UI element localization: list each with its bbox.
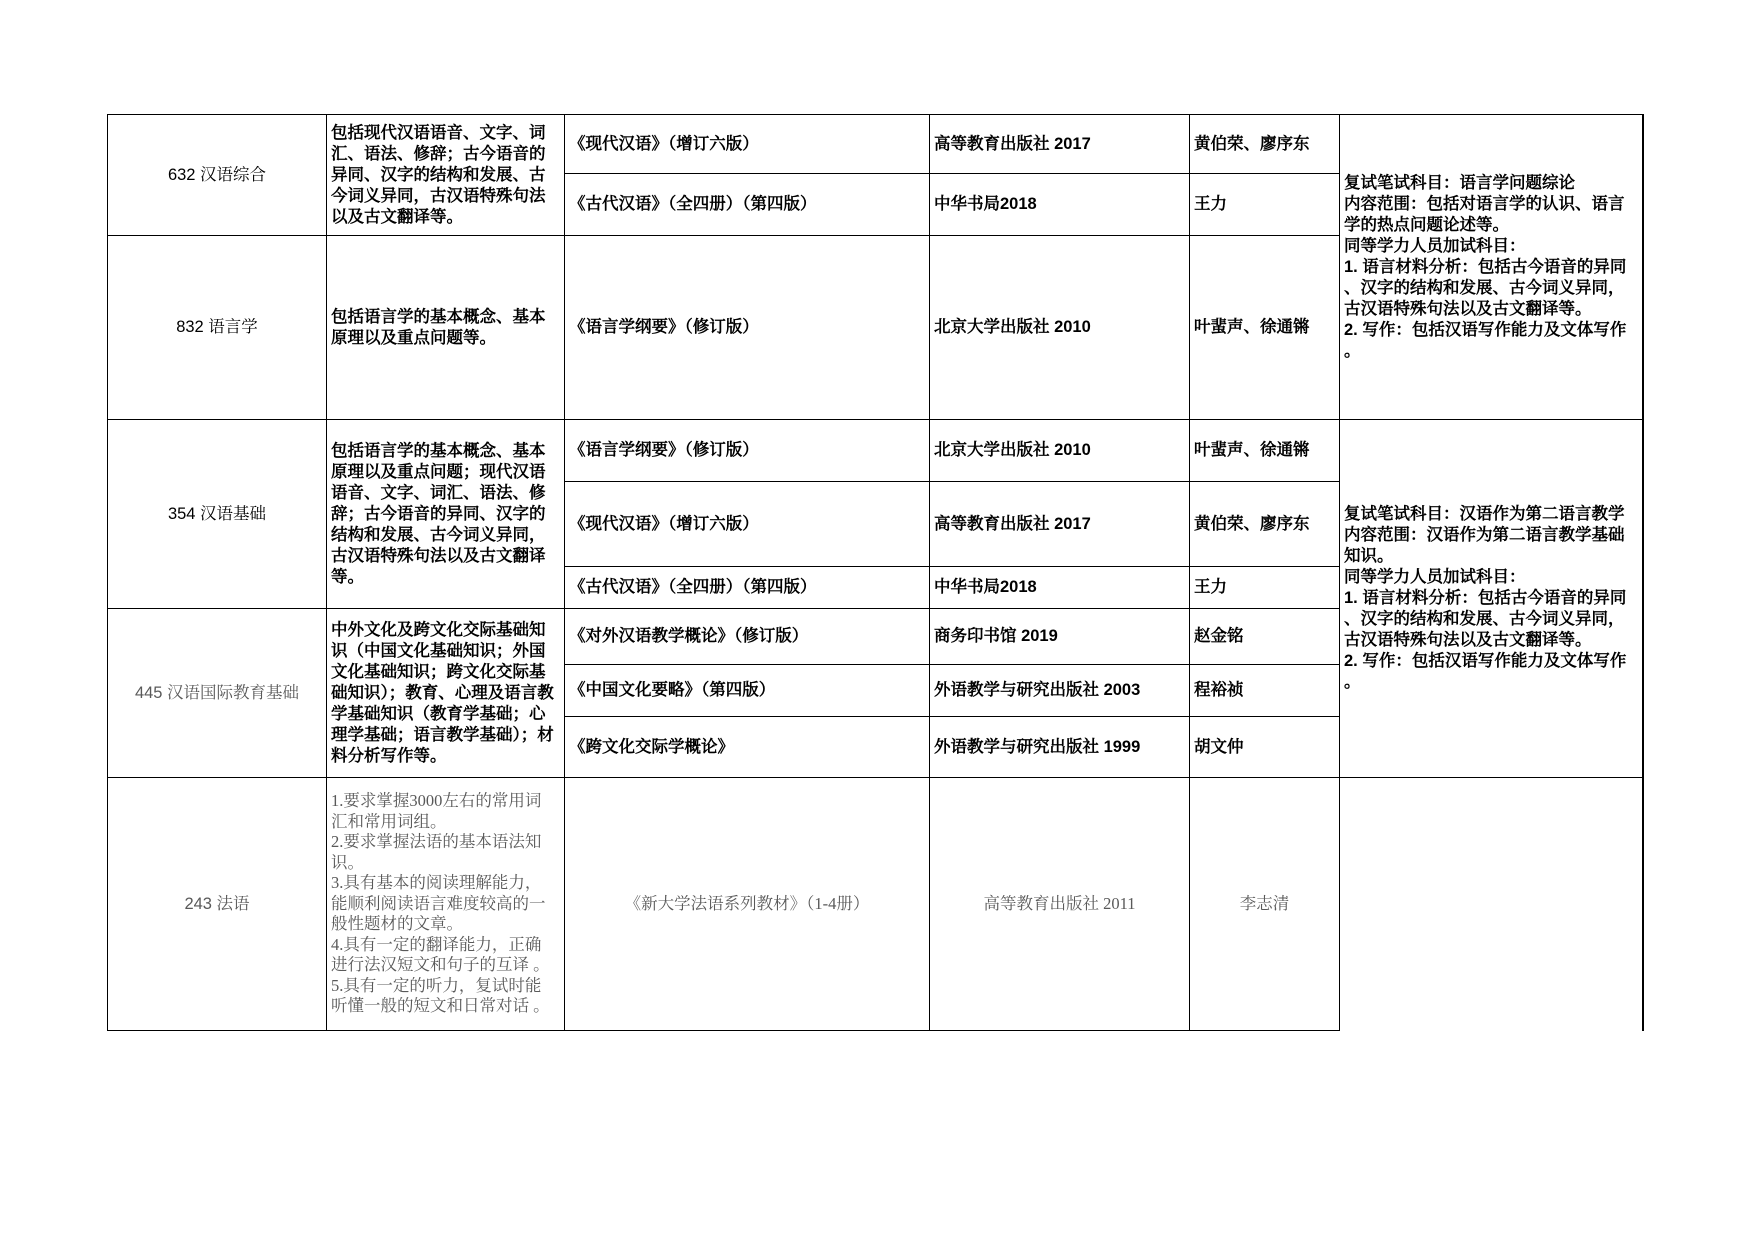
book-publisher: 外语教学与研究出版社 1999 [934, 737, 1141, 756]
book-publisher-cell [930, 174, 1190, 236]
scope-cell-632 [327, 115, 565, 236]
subject-code-name: 632 汉语综合 [167, 165, 267, 184]
book-publisher: 商务印书馆 2019 [934, 627, 1058, 645]
book-title: 《现代汉语》（增订六版） [569, 134, 759, 153]
book-title-cell [565, 717, 930, 778]
book-author: 黄伯荣、廖序东 [1194, 134, 1310, 153]
book-author-cell [1190, 482, 1340, 567]
book-author: 叶蜚声、徐通锵 [1194, 441, 1310, 459]
scope-cell-354 [327, 420, 565, 609]
subject-cell-243 [108, 778, 327, 1031]
scope-item: 2.要求掌握法语的基本语法知识。 [331, 832, 542, 872]
subject-cell-832 [108, 236, 327, 420]
book-title: 《古代汉语》（全四册）（第四版） [569, 195, 817, 213]
book-publisher: 北京大学出版社 2010 [934, 318, 1091, 336]
book-title-cell [565, 778, 930, 1031]
scope-text: 包括语言学的基本概念、基本原理以及重点问题；现代汉语语音、文字、词汇、语法、修辞；古今语音的异同、汉字的结构和发展、古今词义异同，古汉语特殊句法以及古文翻译等。 [331, 441, 546, 586]
book-publisher: 中华书局2018 [934, 578, 1037, 596]
subject-code-name: 354 汉语基础 [167, 504, 267, 523]
extra-exam-item: 1. 语言材料分析：包括古今语音的异同、汉字的结构和发展、古今词义异同，古汉语特殊句法以及古文翻译等。 [1344, 589, 1627, 649]
book-title-cell [565, 482, 930, 567]
subject-code-name: 243 法语 [184, 894, 250, 913]
book-publisher-cell [930, 420, 1190, 482]
book-title: 《对外汉语教学概论》（修订版） [569, 627, 809, 645]
book-title-cell [565, 236, 930, 420]
book-title: 《语言学纲要》（修订版） [569, 441, 759, 459]
equivalent-extra-exam-heading: 同等学力人员加试科目： [1344, 236, 1526, 255]
book-author: 李志清 [1239, 893, 1290, 913]
book-author-cell [1190, 174, 1340, 236]
book-author-cell [1190, 778, 1340, 1031]
book-author: 叶蜚声、徐通锵 [1194, 318, 1310, 336]
retest-content-scope: 内容范围：汉语作为第二语言教学基础知识。 [1344, 526, 1625, 565]
retest-note-cell [1340, 420, 1644, 778]
book-author-cell [1190, 665, 1340, 717]
book-publisher-cell [930, 482, 1190, 567]
scope-cell-832 [327, 236, 565, 420]
subject-cell-445 [108, 609, 327, 778]
book-author: 赵金铭 [1194, 627, 1244, 645]
extra-exam-item: 2. 写作：包括汉语写作能力及文体写作。 [1344, 652, 1627, 691]
scope-text: 中外文化及跨文化交际基础知识（中国文化基础知识；外国文化基础知识；跨文化交际基础知识）；教育、心理及语言教学基础知识（教育学基础；心理学基础；语言教学基础）；材料分析写作等。 [331, 620, 554, 765]
book-title-cell [565, 174, 930, 236]
extra-exam-item: 2. 写作：包括汉语写作能力及文体写作。 [1344, 320, 1627, 360]
book-title-cell [565, 609, 930, 665]
book-publisher: 高等教育出版社 2011 [983, 893, 1136, 913]
subject-code-name: 832 语言学 [176, 318, 258, 336]
book-title-cell [565, 665, 930, 717]
scope-cell-445 [327, 609, 565, 778]
book-author-cell [1190, 420, 1340, 482]
book-publisher-cell [930, 236, 1190, 420]
book-title: 《古代汉语》（全四册）（第四版） [569, 578, 817, 596]
book-author: 黄伯荣、廖序东 [1194, 514, 1310, 533]
scope-item: 4.具有一定的翻译能力，正确进行法汉短文和句子的互译 。 [331, 934, 550, 975]
retest-exam-subject: 复试笔试科目：汉语作为第二语言教学 [1344, 505, 1625, 523]
retest-note-cell [1340, 115, 1644, 420]
scope-item: 5.具有一定的听力，复试时能听懂一般的短文和日常对话 。 [331, 975, 550, 1016]
book-author: 程裕祯 [1194, 681, 1244, 699]
book-author: 胡文仲 [1194, 737, 1244, 756]
book-author-cell [1190, 609, 1340, 665]
book-title-cell [565, 567, 930, 609]
book-author-cell [1190, 115, 1340, 174]
book-author-cell [1190, 717, 1340, 778]
scope-cell-243 [327, 778, 565, 1031]
retest-content-scope: 内容范围：包括对语言学的认识、语言学的热点问题论述等。 [1344, 194, 1625, 234]
book-author-cell [1190, 236, 1340, 420]
book-title: 《语言学纲要》（修订版） [569, 318, 759, 336]
retest-exam-subject: 复试笔试科目：语言学问题综论 [1344, 173, 1575, 192]
book-author: 王力 [1194, 578, 1227, 596]
book-publisher-cell [930, 609, 1190, 665]
book-publisher: 高等教育出版社 2017 [934, 134, 1091, 153]
book-publisher: 中华书局2018 [934, 195, 1037, 213]
subject-cell-354 [108, 420, 327, 609]
book-title: 《中国文化要略》（第四版） [569, 681, 776, 699]
book-publisher-cell [930, 665, 1190, 717]
subject-cell-632 [108, 115, 327, 236]
syllabus-table [107, 114, 1644, 1031]
scope-text: 包括现代汉语语音、文字、词汇、语法、修辞；古今语音的异同、汉字的结构和发展、古今词义异同，古汉语特殊句法以及古文翻译等。 [331, 123, 546, 226]
subject-code-name: 445 汉语国际教育基础 [134, 683, 300, 702]
book-publisher-cell [930, 778, 1190, 1031]
equivalent-extra-exam-heading: 同等学力人员加试科目： [1344, 568, 1526, 586]
book-title: 《新大学法语系列教材》（1-4册） [624, 893, 870, 913]
book-publisher-cell [930, 115, 1190, 174]
book-publisher: 高等教育出版社 2017 [934, 514, 1091, 533]
book-title-cell [565, 420, 930, 482]
book-title: 《现代汉语》（增订六版） [569, 514, 759, 533]
book-author: 王力 [1194, 195, 1227, 213]
book-publisher-cell [930, 567, 1190, 609]
book-title: 《跨文化交际学概论》 [569, 737, 734, 756]
book-publisher: 北京大学出版社 2010 [934, 441, 1091, 459]
book-publisher: 外语教学与研究出版社 2003 [934, 681, 1141, 699]
scope-text: 包括语言学的基本概念、基本原理以及重点问题等。 [331, 307, 546, 347]
book-publisher-cell [930, 717, 1190, 778]
extra-exam-item: 1. 语言材料分析：包括古今语音的异同、汉字的结构和发展、古今词义异同，古汉语特殊句法以及古文翻译等。 [1344, 257, 1627, 318]
scope-item: 3.具有基本的阅读理解能力，能顺利阅读语言难度较高的一般性题材的文章。 [331, 873, 546, 934]
retest-note-cell-empty [1340, 778, 1644, 1031]
book-author-cell [1190, 567, 1340, 609]
scope-item: 1.要求掌握3000左右的常用词汇和常用词组。 [331, 791, 542, 831]
book-title-cell [565, 115, 930, 174]
